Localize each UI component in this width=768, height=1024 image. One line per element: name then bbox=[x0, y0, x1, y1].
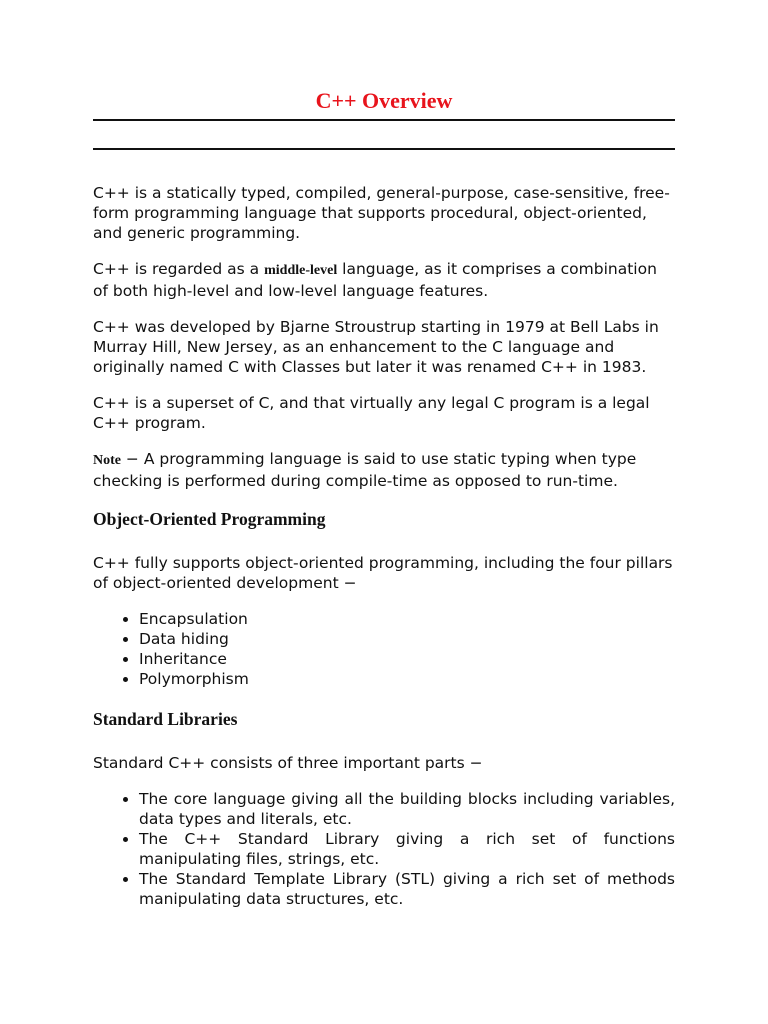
note-label: Note bbox=[93, 453, 121, 468]
oop-pillars-list bbox=[93, 609, 675, 689]
list-item: • Encapsulation bbox=[139, 609, 675, 629]
stdlib-intro: Standard C++ consists of three important parts − bbox=[93, 754, 483, 772]
oop-heading: Object-Oriented Programming bbox=[93, 509, 326, 529]
stdlib-heading: Standard Libraries bbox=[93, 709, 238, 729]
list-item: • The Standard Template Library (STL) giving a rich set of methods manipulating data structures, etc. bbox=[139, 869, 675, 909]
list-item: • The C++ Standard Library giving a rich set of functions manipulating files, strings, etc. bbox=[139, 829, 675, 869]
note-text: − A programming language is said to use static typing when type checking is performed during compile-time as opposed to run-time. bbox=[93, 450, 637, 490]
stdlib-parts-list bbox=[93, 789, 675, 909]
title-rule-top bbox=[93, 119, 675, 121]
intro-paragraph: C++ is a statically typed, compiled, general-purpose, case-sensitive, free-form programming language that supports procedural, object-oriented, and generic programming. bbox=[93, 184, 670, 242]
document-body bbox=[93, 183, 675, 927]
middle-level-text-start: C++ is regarded as a bbox=[93, 260, 265, 278]
list-item: • Polymorphism bbox=[139, 669, 675, 689]
oop-intro: C++ fully supports object-oriented programming, including the four pillars of object-oriented development − bbox=[93, 554, 673, 592]
superset-paragraph: C++ is a superset of C, and that virtually any legal C program is a legal C++ program. bbox=[93, 394, 650, 432]
list-item: • Data hiding bbox=[139, 629, 675, 649]
middle-level-text-end: language, as it comprises a combination of both high-level and low-level language features. bbox=[93, 260, 657, 300]
note-paragraph bbox=[93, 449, 675, 491]
list-item: • The core language giving all the building blocks including variables, data types and literals, etc. bbox=[139, 789, 675, 829]
list-item: • Inheritance bbox=[139, 649, 675, 669]
middle-level-paragraph bbox=[93, 259, 675, 301]
history-paragraph: C++ was developed by Bjarne Stroustrup starting in 1979 at Bell Labs in Murray Hill, New Jersey, as an enhancement to the C language and originally named C with Classes but later it was renamed C++ in 1983. bbox=[93, 318, 659, 376]
middle-level-term: middle-level bbox=[264, 263, 338, 278]
title-rule-bottom bbox=[93, 148, 675, 150]
page-title: C++ Overview bbox=[315, 88, 453, 113]
